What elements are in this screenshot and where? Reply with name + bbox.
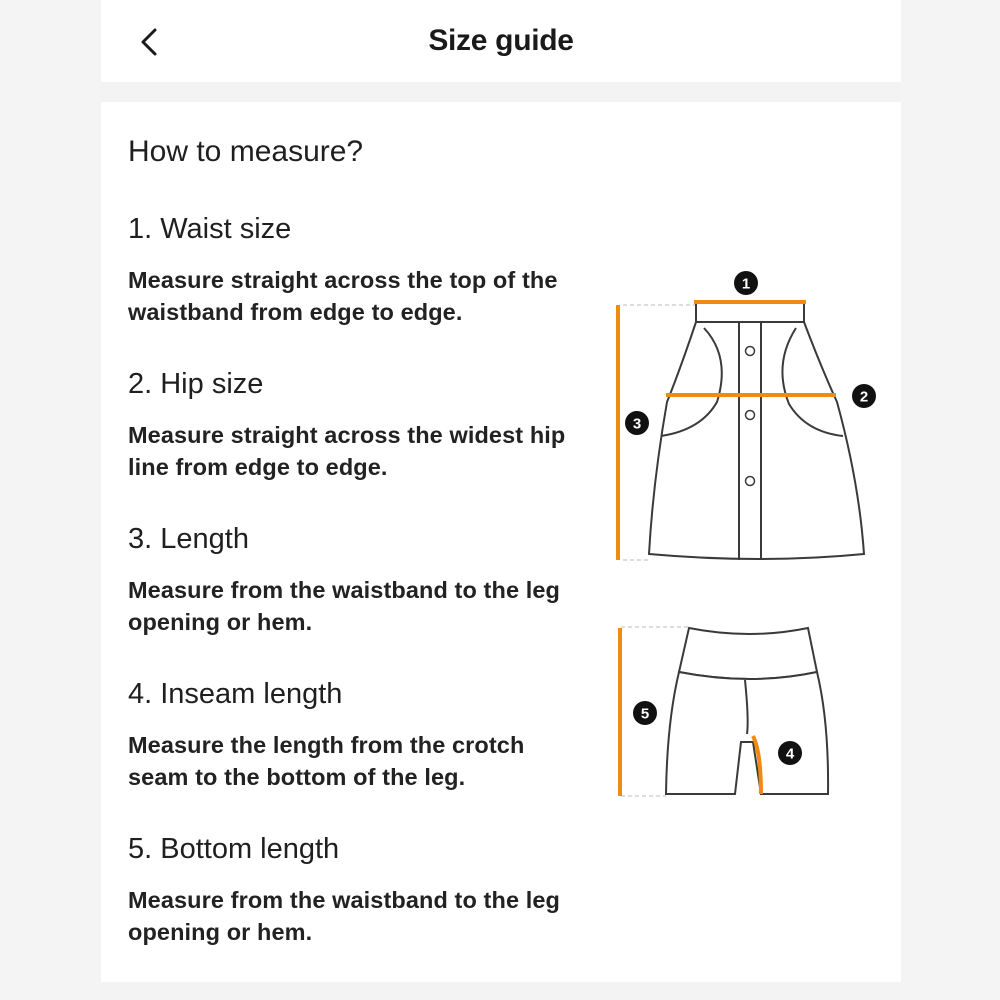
svg-text:3: 3 (632, 415, 642, 433)
svg-text:5: 5 (640, 705, 650, 723)
top-bar (101, 0, 901, 83)
section-title: How to measure? (128, 135, 364, 168)
step-title: 5. Bottom length (128, 833, 340, 865)
svg-text:1: 1 (741, 275, 751, 293)
step-description: Measure from the waistband to the leg opening or hem. (128, 887, 560, 945)
marker-5 (633, 701, 657, 725)
marker-4 (778, 741, 802, 765)
step-description: Measure the length from the crotch seam to the bottom of the leg. (128, 732, 525, 790)
header-divider (101, 82, 901, 102)
step-description: Measure straight across the widest hip line from edge to edge. (128, 422, 566, 480)
marker-2 (852, 384, 876, 408)
skirt-illustration (618, 302, 864, 560)
step-title: 2. Hip size (128, 368, 264, 400)
measure-guide (101, 102, 901, 982)
step-title: 3. Length (128, 523, 249, 555)
page-title: Size guide (428, 24, 574, 57)
svg-text:4: 4 (785, 745, 795, 763)
svg-text:2: 2 (859, 388, 869, 406)
marker-3 (625, 411, 649, 435)
measurement-illustrations (101, 102, 901, 982)
step-description: Measure straight across the top of the waistband from edge to edge. (128, 267, 558, 325)
marker-1 (734, 271, 758, 295)
step-title: 1. Waist size (128, 213, 292, 245)
size-guide-screen (101, 0, 901, 1000)
step-title: 4. Inseam length (128, 678, 343, 710)
step-description: Measure from the waistband to the leg opening or hem. (128, 577, 560, 635)
bottom-spacer (101, 982, 901, 1000)
